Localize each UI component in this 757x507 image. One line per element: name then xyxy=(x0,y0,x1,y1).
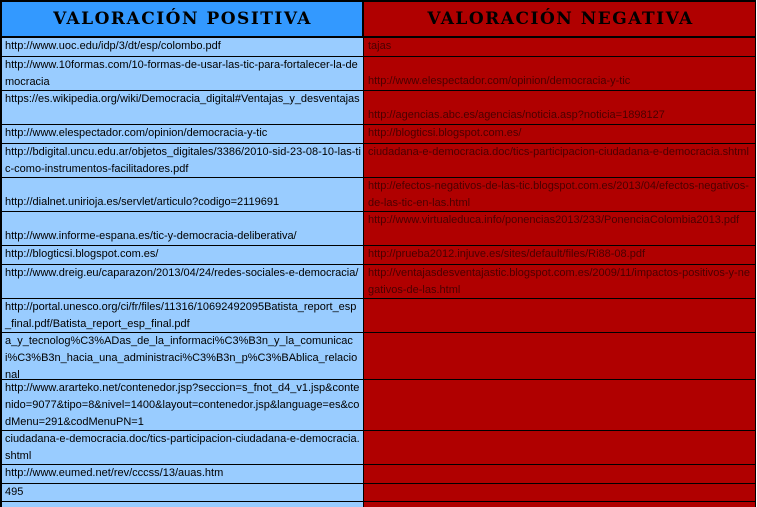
positive-cell[interactable]: http://www.uoc.edu/idp/3/dt/esp/colombo.pdf xyxy=(0,38,364,57)
negative-cell[interactable] xyxy=(364,502,756,507)
positive-cell[interactable]: http://www.eumed.net/rev/cccss/13/auas.htm xyxy=(0,465,364,484)
negative-cell[interactable] xyxy=(364,431,756,465)
positive-cell[interactable]: a_y_tecnolog%C3%ADas_de_la_informaci%C3%B3n_y_la_comunicaci%C3%B3n_hacia_una_administraci%C3%B3n_p%C3%BAblica_relacional xyxy=(0,333,364,380)
negative-cell[interactable] xyxy=(364,57,756,91)
positive-cell[interactable]: http://blogticsi.blogspot.com.es/ xyxy=(0,246,364,265)
table-row xyxy=(0,380,757,431)
table-row xyxy=(0,333,757,380)
negative-cell[interactable] xyxy=(364,91,756,125)
positive-cell[interactable]: http://bdigital.uncu.edu.ar/objetos_digitales/3386/2010-sid-23-08-10-las-tic-como-instrumentos-facilitadores.pdf xyxy=(0,144,364,178)
positive-cell-text: http://www.informe-espana.es/tic-y-democracia-deliberativa/ xyxy=(5,230,297,242)
negative-cell-text: http://www.elespectador.com/opinion/democracia-y-tic xyxy=(368,75,631,87)
table-row xyxy=(0,144,757,178)
positive-cell[interactable]: http://www.elespectador.com/opinion/democracia-y-tic xyxy=(0,125,364,144)
positive-cell[interactable]: https://es.wikipedia.org/wiki/Democracia_digital#Ventajas_y_desventajas xyxy=(0,91,364,125)
table-row xyxy=(0,178,757,212)
table-row xyxy=(0,431,757,465)
table-row xyxy=(0,265,757,299)
positive-cell[interactable]: http://www.ararteko.net/contenedor.jsp?seccion=s_fnot_d4_v1.jsp&contenido=9077&tipo=8&nivel=1400&layout=contenedor.jsp&language=es&codMenu=291&codMenuPN=1 xyxy=(0,380,364,431)
positive-cell[interactable]: http://www.10formas.com/10-formas-de-usar-las-tic-para-fortalecer-la-democracia xyxy=(0,57,364,91)
table-row xyxy=(0,299,757,333)
table-row xyxy=(0,38,757,57)
table-row xyxy=(0,246,757,265)
negative-cell-text: http://agencias.abc.es/agencias/noticia.asp?noticia=1898127 xyxy=(368,109,665,121)
negative-cell[interactable] xyxy=(364,380,756,431)
header-positive[interactable]: VALORACIÓN POSITIVA xyxy=(0,0,364,38)
positive-cell[interactable]: http://www.dreig.eu/caparazon/2013/04/24/redes-sociales-e-democracia/ xyxy=(0,265,364,299)
header-negative[interactable]: VALORACIÓN NEGATIVA xyxy=(364,0,756,38)
table-row xyxy=(0,484,757,502)
negative-cell[interactable] xyxy=(364,465,756,484)
negative-cell[interactable]: http://blogticsi.blogspot.com.es/ xyxy=(364,125,756,144)
header-row xyxy=(0,0,757,38)
negative-cell[interactable]: http://prueba2012.injuve.es/sites/default/files/Ri88-08.pdf xyxy=(364,246,756,265)
table-row xyxy=(0,57,757,91)
positive-cell[interactable] xyxy=(0,178,364,212)
table-row xyxy=(0,212,757,246)
table-row xyxy=(0,465,757,484)
positive-cell[interactable]: http://portal.unesco.org/ci/fr/files/11316/10692492095Batista_report_esp_final.pdf/Batista_report_esp_final.pdf xyxy=(0,299,364,333)
table-row xyxy=(0,502,757,507)
positive-cell[interactable] xyxy=(0,502,364,507)
negative-cell[interactable]: http://www.virtualeduca.info/ponencias2013/233/PonenciaColombia2013.pdf xyxy=(364,212,756,246)
negative-cell[interactable]: http://efectos-negativos-de-las-tic.blogspot.com.es/2013/04/efectos-negativos-de-las-tic-en-las.html xyxy=(364,178,756,212)
negative-cell[interactable] xyxy=(364,299,756,333)
negative-cell[interactable]: tajas xyxy=(364,38,756,57)
positive-cell-text: http://dialnet.unirioja.es/servlet/articulo?codigo=2119691 xyxy=(5,196,280,208)
negative-cell[interactable] xyxy=(364,333,756,380)
negative-cell[interactable] xyxy=(364,484,756,502)
positive-cell[interactable]: ciudadana-e-democracia.doc/tics-participacion-ciudadana-e-democracia.shtml xyxy=(0,431,364,465)
negative-cell[interactable]: http://ventajasdesventajastic.blogspot.com.es/2009/11/impactos-positivos-y-negativos-de-las.html xyxy=(364,265,756,299)
positive-cell[interactable] xyxy=(0,212,364,246)
table-row xyxy=(0,125,757,144)
positive-cell[interactable]: 495 xyxy=(0,484,364,502)
table-row xyxy=(0,91,757,125)
negative-cell[interactable]: ciudadana-e-democracia.doc/tics-participacion-ciudadana-e-democracia.shtml xyxy=(364,144,756,178)
